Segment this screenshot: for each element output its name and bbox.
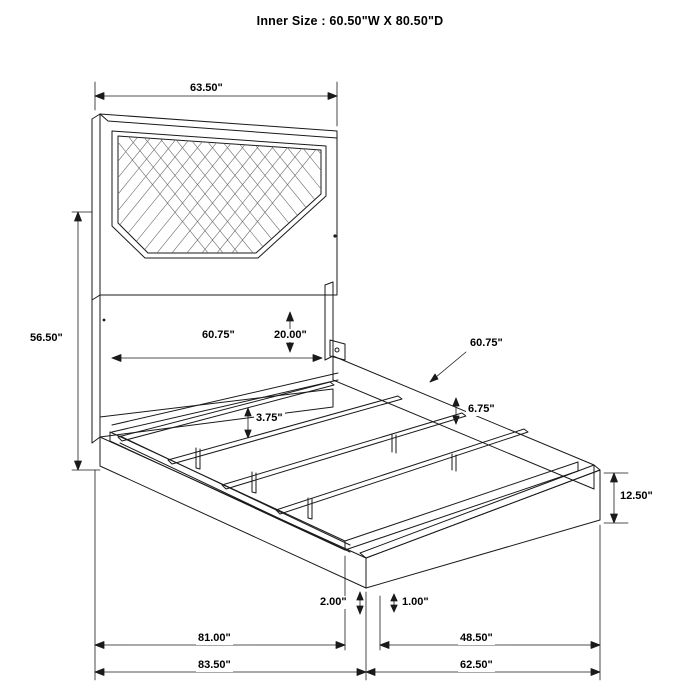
- dim-rail-inner-width: 60.75": [470, 337, 503, 349]
- dim-inner-length: 81.00": [198, 632, 231, 644]
- headboard-lower-rail: [100, 389, 333, 437]
- hardware-dots: [103, 234, 337, 321]
- dim-headboard-width: 63.50": [190, 82, 223, 94]
- dim-rail-height: 6.75": [468, 403, 495, 415]
- headboard-right-leg: [325, 282, 333, 360]
- headboard-left-leg: [92, 295, 100, 443]
- headboard-bracket: [330, 340, 345, 360]
- headboard-outer: [100, 114, 337, 295]
- footboard-panel: [366, 470, 600, 588]
- footboard-top-edge: [360, 465, 600, 558]
- head-cross-rail: [112, 373, 338, 432]
- dim-headboard-panel-width: 60.75": [202, 329, 235, 341]
- dim-footboard-height: 12.50": [620, 490, 653, 502]
- dim-overall-depth: 62.50": [460, 659, 493, 671]
- dimension-lines: [72, 82, 628, 680]
- dim-overall-height: 56.50": [30, 332, 63, 344]
- right-side-rail: [333, 356, 594, 489]
- dim-footboard-depth: 48.50": [460, 632, 493, 644]
- dim-headboard-panel-height: 20.00": [274, 329, 307, 341]
- page-title: Inner Size : 60.50"W X 80.50"D: [256, 14, 444, 28]
- tufting-pattern: [15, 120, 440, 288]
- headboard-left-edge: [92, 114, 100, 300]
- dim-foot-thickness: 1.00": [402, 596, 429, 608]
- left-side-rail: [100, 437, 366, 588]
- headboard-top-bevel: [100, 114, 337, 138]
- dim-foot-clearance: 2.00": [320, 596, 347, 608]
- slats: [118, 382, 528, 514]
- dim-slat-clearance: 3.75": [256, 412, 283, 424]
- slat-legs: [196, 434, 456, 519]
- dim-overall-length: 83.50": [198, 659, 231, 671]
